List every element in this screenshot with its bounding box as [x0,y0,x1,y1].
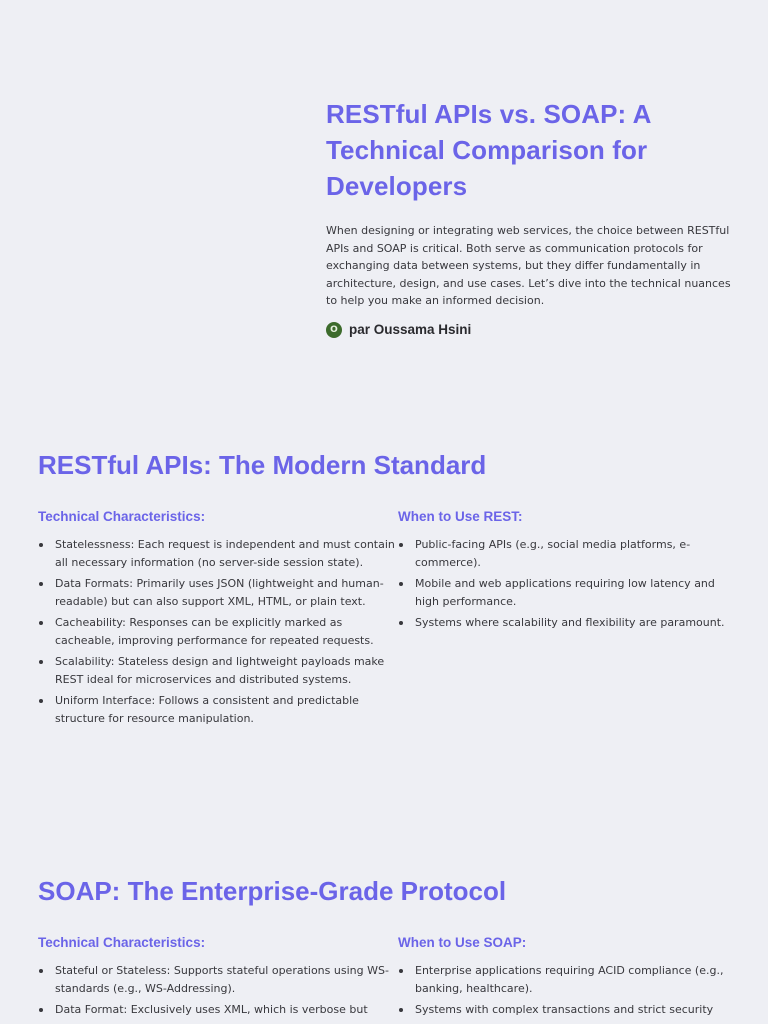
list-item: Systems with complex transactions and strict security [415,1001,730,1019]
rest-columns [38,508,730,731]
list-item: Systems where scalability and flexibility are paramount. [415,614,730,632]
rest-tech-column [38,508,398,731]
article-intro: When designing or integrating web services, the choice between RESTful APIs and SOAP is critical. Both serve as communication protocols for exchanging data between systems, but they differ fundamentally in architecture, design, and use cases. Let’s dive into the technical nuances to help you make an informed decision. [326,224,731,307]
list-item: Data Format: Exclusively uses XML, which is verbose but [55,1001,398,1019]
soap-use-heading: When to Use SOAP: [398,935,527,950]
rest-tech-list [38,536,398,727]
author-avatar[interactable]: O [326,322,342,338]
list-item: Mobile and web applications requiring low latency and high performance. [415,575,730,610]
rest-section-title: RESTful APIs: The Modern Standard [38,450,487,480]
rest-tech-heading: Technical Characteristics: [38,509,206,524]
list-item: Enterprise applications requiring ACID compliance (e.g., banking, healthcare). [415,962,730,997]
soap-section [38,874,730,1023]
list-item: Cacheability: Responses can be explicitly marked as cacheable, improving performance for repeated requests. [55,614,398,649]
article-header [326,96,734,338]
list-item: Stateful or Stateless: Supports stateful operations using WS- standards (e.g., WS-Addressing). [55,962,398,997]
rest-use-column [398,508,730,731]
author-name[interactable]: par Oussama Hsini [349,322,472,337]
soap-use-list [398,962,730,1019]
rest-use-heading: When to Use REST: [398,509,523,524]
soap-columns [38,934,730,1023]
list-item: Public-facing APIs (e.g., social media platforms, e-commerce). [415,536,730,571]
list-item: Scalability: Stateless design and lightweight payloads make REST ideal for microservices and distributed systems. [55,653,398,688]
list-item: Data Formats: Primarily uses JSON (lightweight and human-readable) but can also support XML, HTML, or plain text. [55,575,398,610]
rest-section [38,448,730,731]
rest-use-list [398,536,730,632]
soap-use-column [398,934,730,1023]
soap-section-title: SOAP: The Enterprise-Grade Protocol [38,876,507,906]
soap-tech-list [38,962,398,1019]
soap-tech-column [38,934,398,1023]
author-byline[interactable] [326,322,734,338]
list-item: Uniform Interface: Follows a consistent and predictable structure for resource manipulation. [55,692,398,727]
list-item: Statelessness: Each request is independent and must contain all necessary information (no server-side session state). [55,536,398,571]
article-title: RESTful APIs vs. SOAP: A Technical Comparison for Developers [326,99,651,201]
soap-tech-heading: Technical Characteristics: [38,935,206,950]
